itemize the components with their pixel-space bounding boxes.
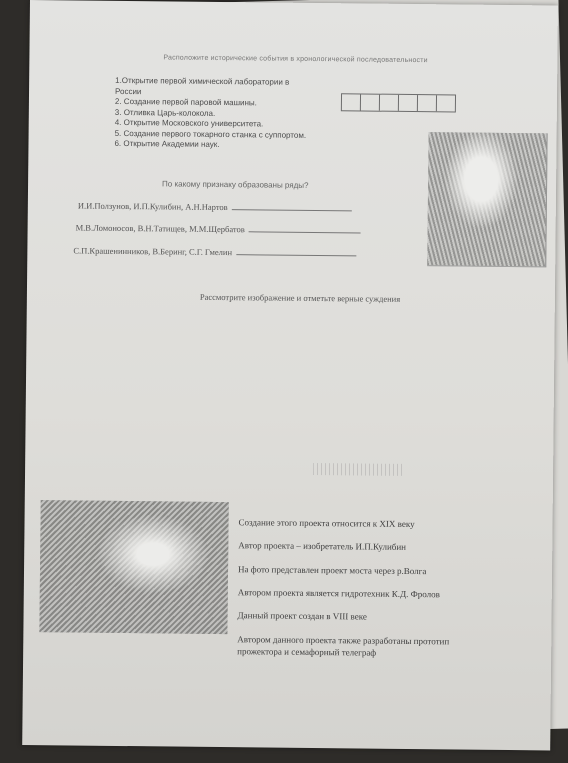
events-list	[114, 76, 306, 152]
statement-item: прожектора и семафорный телеграф	[237, 646, 377, 658]
row-item	[73, 245, 356, 258]
answer-grid[interactable]	[341, 93, 456, 112]
row-text: С.П.Крашенинников, В.Беринг, С.Г. Гмелин	[73, 245, 233, 258]
statement-item: Автор проекта – изобретатель И.П.Кулибин	[238, 540, 407, 552]
statement-item: Создание этого проекта относится к XIX веку	[238, 517, 415, 530]
event-item: 3. Отливка Царь-колокола.	[114, 107, 216, 118]
instruction-text: Рассмотрите изображение и отметьте верные суждения	[199, 291, 401, 304]
answer-cell[interactable]	[418, 95, 437, 111]
answer-line[interactable]	[249, 231, 361, 233]
answer-line[interactable]	[236, 254, 356, 256]
event-item: России	[115, 86, 142, 96]
row-item	[76, 222, 361, 235]
statement-item: На фото представлен проект моста через р.Волга	[237, 564, 427, 577]
answer-cell[interactable]	[342, 94, 361, 110]
statement-item: Данный проект создан в VIII веке	[237, 610, 367, 622]
event-item: 6. Открытие Академии наук.	[114, 138, 220, 149]
task-heading: Расположите исторические события в хронологической последовательности	[163, 54, 428, 65]
project-photo	[39, 500, 228, 634]
answer-cell[interactable]	[437, 95, 455, 111]
row-text: И.И.Ползунов, И.П.Кулибин, А.Н.Нартов	[77, 200, 228, 213]
portrait-photo	[427, 132, 547, 267]
answer-cell[interactable]	[361, 94, 380, 110]
worksheet-page	[22, 0, 558, 750]
event-item: 1.Открытие первой химической лаборатории в	[115, 75, 290, 87]
row-text: М.В.Ломоносов, В.Н.Татищев, М.М.Щербатов	[75, 222, 245, 235]
answer-cell[interactable]	[380, 95, 399, 111]
answer-line[interactable]	[232, 209, 352, 211]
event-item: 5. Создание первого токарного станка с суппортом.	[114, 128, 307, 140]
scan-noise	[313, 463, 403, 476]
answer-cell[interactable]	[399, 95, 418, 111]
event-item: 4. Открытие Московского университета.	[114, 117, 264, 129]
event-item: 2. Создание первой паровой машины.	[114, 96, 257, 108]
statement-item: Автором данного проекта также разработаны прототип	[237, 634, 450, 647]
row-item	[78, 201, 352, 214]
statement-item: Автором проекта является гидротехник К.Д. Фролов	[237, 587, 440, 600]
question-text: По какому признаку образованы ряды?	[162, 179, 309, 190]
